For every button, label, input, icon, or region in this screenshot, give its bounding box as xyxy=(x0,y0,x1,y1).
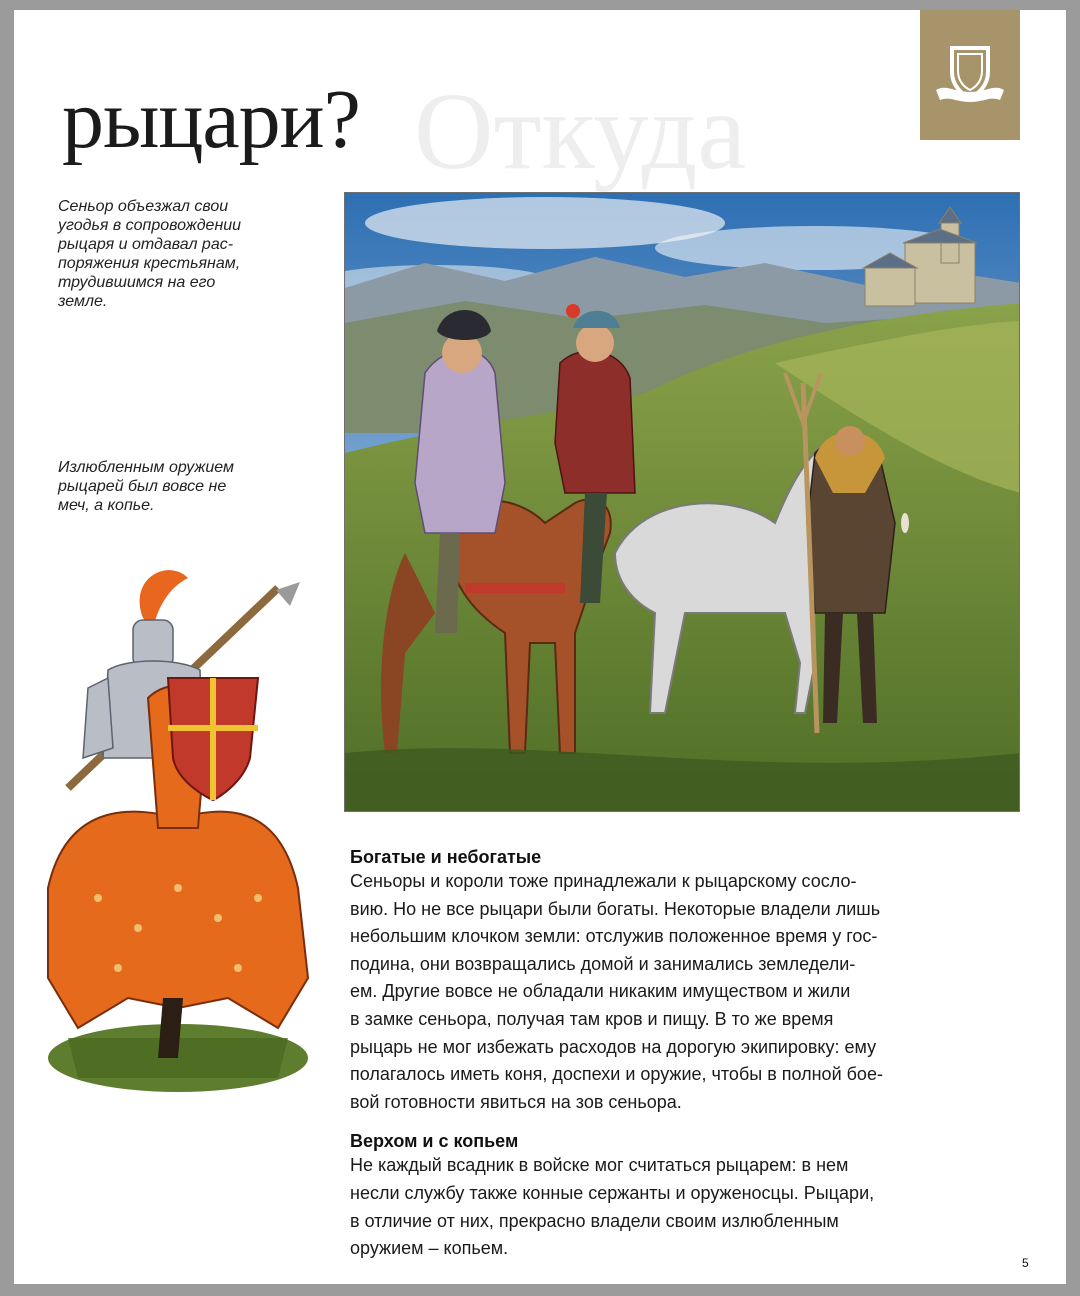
page-number: 5 xyxy=(1022,1256,1029,1270)
caption-lord-inspection: Сеньор объезжал свои угодья в сопровождении рыцаря и отдавал рас- поряжения крестьянам, трудившимся на его земле. xyxy=(58,198,242,310)
shield-banner-icon xyxy=(932,40,1008,112)
show-through-text: Откуда xyxy=(414,70,747,192)
page-title: рыцари? xyxy=(62,73,360,166)
heading-horse-and-lance: Верхом и с копьем xyxy=(350,1131,519,1152)
paragraph-rich-and-poor: Сеньоры и короли тоже принадлежали к рыцарскому сосло- вию. Но не все рыцари были богаты. Некоторые владели лишь небольшим клочком земли: отслужив положенное время у гос- подина, они возвращались домой и занимались земледели- ем. Другие вовсе не обладали никаким имуществом и жили в замке сеньора, получая там кров и пищу. В то же время рыцарь не мог избежать расходов на дорогую экипировку: ему полагалось иметь коня, доспехи и оружие, чтобы в полной бое- вой готовности явиться на зов сеньора. xyxy=(350,871,883,1112)
paragraph-horse-and-lance: Не каждый всадник в войске мог считаться рыцарем: в нем несли службу также конные сержанты и оруженосцы. Рыцари, в отличие от них, прекрасно владели своим излюбленным оружием – копьем. xyxy=(350,1155,875,1259)
caption-favorite-weapon: Излюбленным оружием рыцарей был вовсе не меч, а копье. xyxy=(58,459,234,514)
heading-rich-and-poor: Богатые и небогатые xyxy=(350,847,542,867)
chapter-emblem-tab xyxy=(920,10,1020,140)
book-page xyxy=(14,10,1066,1284)
article-body xyxy=(350,846,1036,1277)
jousting-knight-illustration xyxy=(28,558,328,1104)
lord-knight-peasant-scene-illustration xyxy=(344,192,1020,812)
